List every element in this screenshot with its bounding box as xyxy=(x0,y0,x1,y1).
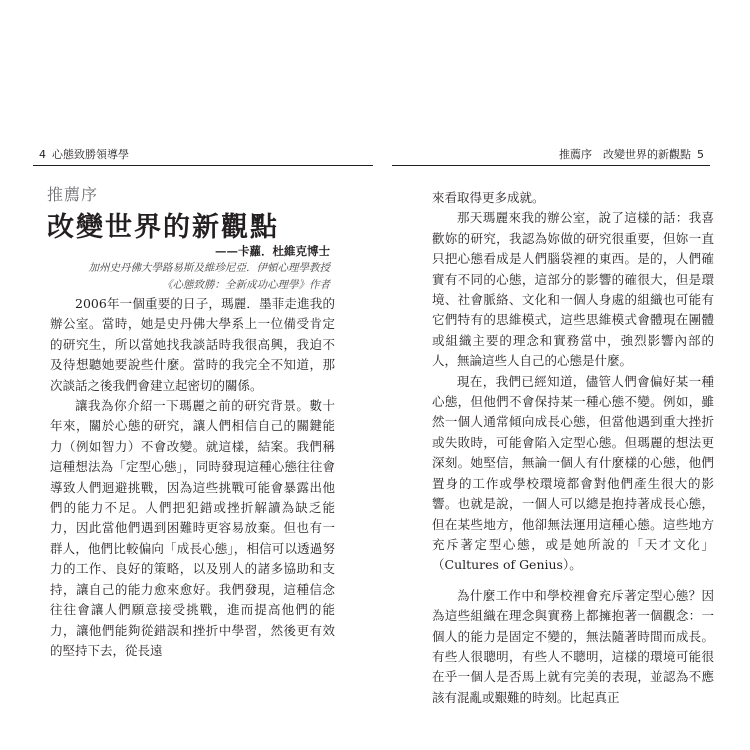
paragraph: 現在，我們已經知道，儘管人們會偏好某一種心態，但他們不會保持某一種心態不變。例如，雖然一個人通常傾向成長心態，但當他遇到重大挫折或失敗時，可能會陷入定型心態。但瑪麗的想法更深刻。她堅信，無論一個人有什麼樣的心態，他們置身的工作或學校環境都會對他們產生很大的影響。也就是說，一個人可以總是抱持著成長心態，但在某些地方，他卻無法運用這種心態。這些地方充斥著定型心態，或是她所說的「天才文化」（Cultures of Genius）。 xyxy=(432,373,714,573)
paragraph: 2006年一個重要的日子，瑪麗．墨菲走進我的辦公室。當時，她是史丹佛大學系上一位備受肯定的研究生，所以當她找我談話時我很高興，我迫不及待想聽她要說些什麼。當時的我完全不知道，那次談話之後我們會建立起密切的關係。 xyxy=(50,296,335,393)
author-byline: ——卡蘿．杜維克博士 xyxy=(215,244,330,258)
running-head-right: 推薦序 改變世界的新觀點 xyxy=(559,148,691,161)
page-number-left: 4 xyxy=(39,148,46,161)
running-header-right xyxy=(559,146,710,162)
paragraph: 來看取得更多成就。 xyxy=(432,190,545,205)
paragraph: 那天瑪麗來我的辦公室，說了這樣的話：我喜歡妳的研究，我認為妳做的研究很重要，但妳一直只把心態看成是人們腦袋裡的東西。是的，人們確實有不同的心態，這部分的影響的確很大，但是環境、社會脈絡、文化和一個人身處的組織也可能有它們特有的思維模式，這些思維模式會體現在團體或組織主要的理念和實務當中，強烈影響內部的人，無論這些人自己的心態是什麼。 xyxy=(432,210,714,369)
running-head-left: 心態致勝領導學 xyxy=(52,148,129,161)
body-text-left xyxy=(50,294,335,661)
page-title: 改變世界的新觀點 xyxy=(47,212,279,243)
header-divider-right xyxy=(392,165,710,166)
header-divider-left xyxy=(33,165,373,166)
author-affiliation: 加州史丹佛大學路易斯及維珍尼亞．伊頓心理學教授 xyxy=(88,262,330,274)
body-text-right xyxy=(432,188,714,708)
paragraph: 為什麼工作中和學校裡會充斥著定型心態？因為這些組織在理念與實務上都擁抱著一個觀念：一個人的能力是固定不變的，無法隨著時間而成長。有些人很聰明，有些人不聰明，這樣的環境可能很在乎一個人是否馬上就有完美的表現，並認為不應該有混亂或艱難的時刻。比起真正 xyxy=(432,587,714,705)
running-header-left xyxy=(33,146,129,162)
section-label: 推薦序 xyxy=(47,185,99,204)
author-book-credit: 《心態致勝：全新成功心理學》作者 xyxy=(162,279,330,291)
page-number-right: 5 xyxy=(697,148,704,161)
paragraph: 讓我為你介紹一下瑪麗之前的研究背景。數十年來，關於心態的研究，讓人們相信自己的關鍵能力（例如智力）不會改變。就這樣，結案。我們稱這種想法為「定型心態」，同時發現這種心態往往會導致人們迴避挑戰，因為這些挑戰可能會暴露出他們的能力不足。人們把犯錯或挫折解讀為缺乏能力，因此當他們遇到困難時更容易放棄。但也有一群人，他們比較偏向「成長心態」，相信可以透過努力的工作、良好的策略，以及別人的諸多協助和支持，讓自己的能力愈來愈好。我們發現，這種信念往往會讓人們願意接受挑戰，進而提高他們的能力，讓他們能夠從錯誤和挫折中學習，然後更有效的堅持下去，從長遠 xyxy=(50,398,335,658)
